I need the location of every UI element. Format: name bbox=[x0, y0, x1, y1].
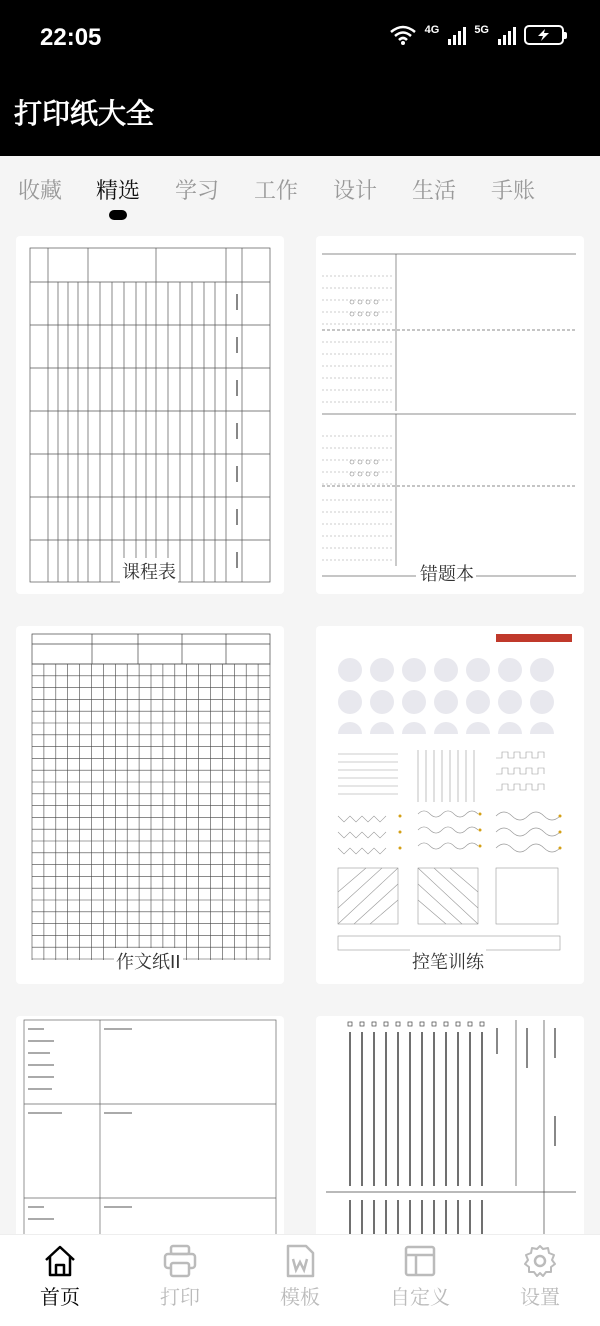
home-icon bbox=[42, 1243, 78, 1279]
app-header bbox=[0, 76, 600, 156]
nav-label: 模板 bbox=[280, 1285, 320, 1309]
nav-print[interactable] bbox=[130, 1243, 230, 1310]
tab-work[interactable]: 工作 bbox=[254, 179, 299, 204]
nav-label: 设置 bbox=[520, 1285, 560, 1309]
printer-icon bbox=[162, 1243, 198, 1279]
nav-label: 打印 bbox=[160, 1285, 200, 1309]
template-label: 错题本 bbox=[418, 560, 476, 586]
category-tabs bbox=[0, 156, 600, 224]
nav-custom[interactable] bbox=[370, 1243, 470, 1310]
notebook-preview bbox=[16, 1016, 284, 1234]
signal-icon-1 bbox=[448, 25, 466, 45]
status-bar bbox=[0, 0, 600, 76]
template-label: 作文纸II bbox=[114, 948, 183, 974]
status-icons bbox=[389, 24, 564, 46]
template-card-stroke-practice[interactable] bbox=[316, 1016, 584, 1234]
template-label: 课程表 bbox=[120, 558, 178, 584]
nav-home[interactable] bbox=[10, 1243, 110, 1310]
network-label-2: 5G bbox=[474, 24, 489, 36]
template-card-composition-paper[interactable] bbox=[16, 626, 284, 984]
battery-icon bbox=[524, 25, 564, 45]
status-time: 22:05 bbox=[40, 24, 102, 51]
tab-study[interactable]: 学习 bbox=[175, 179, 220, 204]
timetable-preview bbox=[16, 236, 284, 594]
nav-templates[interactable] bbox=[250, 1243, 350, 1310]
template-label: 控笔训练 bbox=[410, 948, 486, 974]
nav-settings[interactable] bbox=[490, 1243, 590, 1310]
template-icon bbox=[282, 1243, 318, 1279]
template-card-pen-control[interactable] bbox=[316, 626, 584, 984]
app-title: 打印纸大全 bbox=[14, 97, 155, 130]
tab-favorites[interactable]: 收藏 bbox=[18, 179, 63, 204]
tab-design[interactable]: 设计 bbox=[333, 179, 378, 204]
pen-control-preview bbox=[316, 626, 584, 984]
gear-icon bbox=[522, 1243, 558, 1279]
composition-paper-preview bbox=[16, 626, 284, 984]
signal-icon-2 bbox=[498, 25, 516, 45]
network-label-1: 4G bbox=[424, 24, 440, 36]
tab-life[interactable]: 生活 bbox=[412, 179, 457, 204]
stroke-practice-preview bbox=[316, 1016, 584, 1234]
nav-label: 首页 bbox=[40, 1285, 80, 1309]
custom-layout-icon bbox=[402, 1243, 438, 1279]
wifi-icon bbox=[389, 24, 417, 46]
bottom-navigation bbox=[0, 1234, 600, 1326]
template-card-mistake-notebook[interactable] bbox=[316, 236, 584, 594]
template-card-notebook[interactable] bbox=[16, 1016, 284, 1234]
template-grid bbox=[0, 224, 600, 1234]
mistake-notebook-preview bbox=[316, 236, 584, 594]
template-card-timetable[interactable] bbox=[16, 236, 284, 594]
active-tab-indicator bbox=[109, 210, 127, 220]
nav-label: 自定义 bbox=[390, 1285, 450, 1309]
tab-journal[interactable]: 手账 bbox=[491, 179, 536, 204]
tab-featured[interactable]: 精选 bbox=[96, 179, 141, 204]
